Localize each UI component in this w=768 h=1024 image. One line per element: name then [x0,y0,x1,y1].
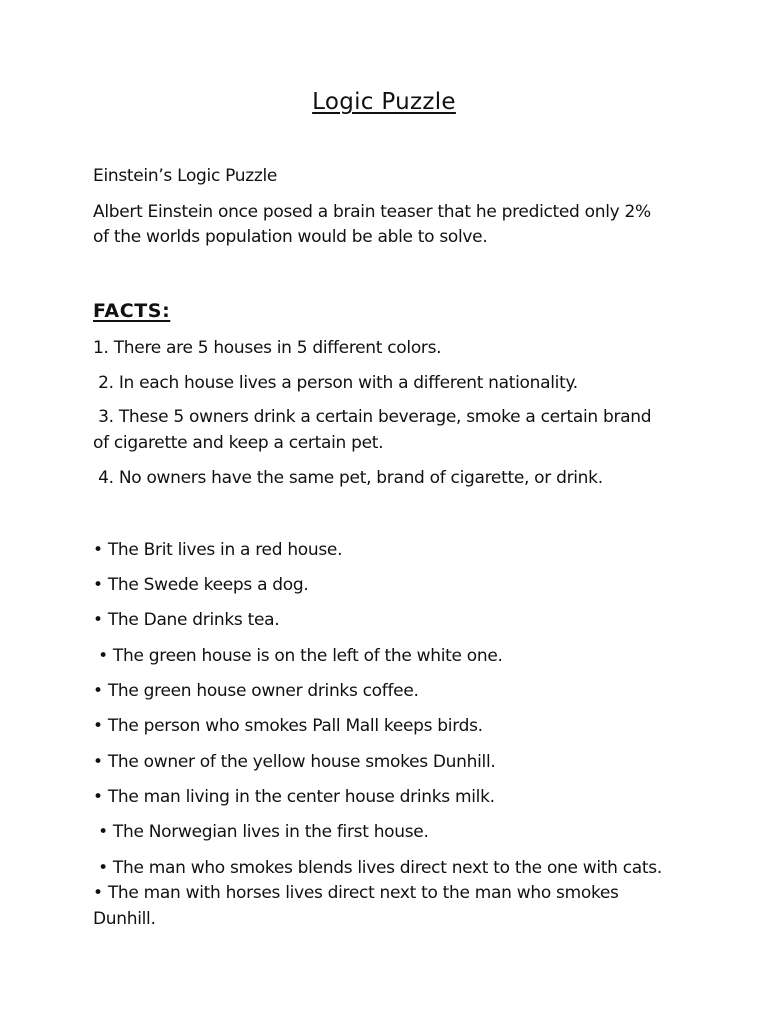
fact-item: 2. In each house lives a person with a different nationality. [93,373,578,393]
clue-item: • The Brit lives in a red house. [93,540,343,560]
clue-item-continuation: Dunhill. [93,909,156,929]
clue-item: • The man living in the center house drinks milk. [93,787,495,807]
fact-item: 1. There are 5 houses in 5 different colors. [93,338,442,358]
facts-heading: FACTS: [93,300,171,322]
intro-paragraph-line-2: of the worlds population would be able to solve. [93,227,488,247]
clue-item: • The man with horses lives direct next to the man who smokes [93,883,619,903]
clue-item: • The man who smokes blends lives direct next to the one with cats. [93,858,662,878]
fact-item: 4. No owners have the same pet, brand of cigarette, or drink. [93,468,603,488]
clue-item: • The green house owner drinks coffee. [93,681,419,701]
document-title [0,86,768,118]
intro-heading: Einstein’s Logic Puzzle [93,166,278,186]
fact-item: 3. These 5 owners drink a certain beverage, smoke a certain brand [93,407,652,427]
clue-item: • The Swede keeps a dog. [93,575,309,595]
fact-item-continuation: of cigarette and keep a certain pet. [93,433,384,453]
clue-item: • The green house is on the left of the white one. [93,646,503,666]
document-title-text: Logic Puzzle [312,89,456,115]
clue-item: • The person who smokes Pall Mall keeps birds. [93,716,483,736]
intro-paragraph-line-1: Albert Einstein once posed a brain teaser that he predicted only 2% [93,202,651,222]
clue-item: • The Norwegian lives in the first house. [93,822,429,842]
clue-item: • The owner of the yellow house smokes Dunhill. [93,752,496,772]
clue-item: • The Dane drinks tea. [93,610,280,630]
